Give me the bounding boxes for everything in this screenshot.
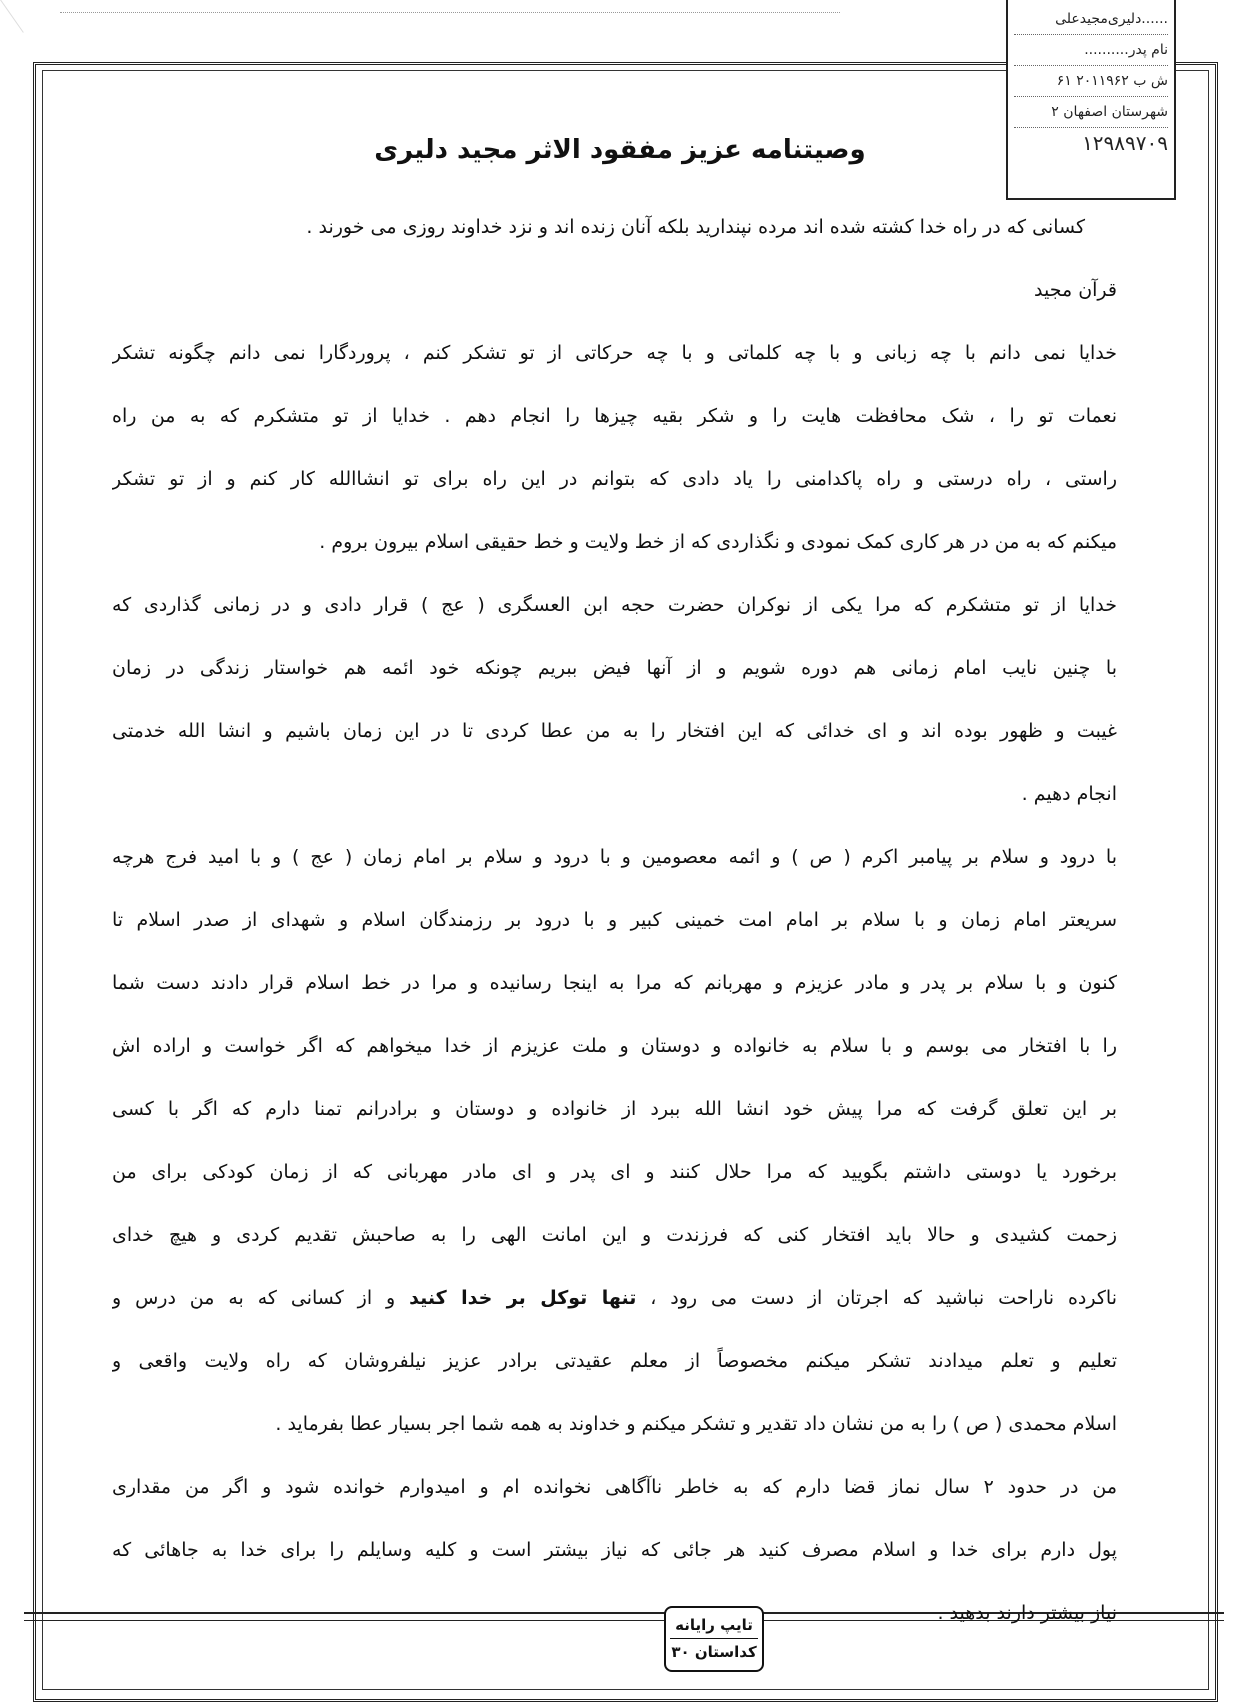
body-line: را با افتخار می بوسم و با سلام به خانواده و دوستان و ملت عزیزم از خدا میخواهم که اگر خواست و اراده اش <box>112 1035 1117 1057</box>
publisher-stamp <box>664 1606 764 1672</box>
tawakkol-after: و از کسانی که به من درس و <box>112 1287 410 1309</box>
body-line: انجام دهیم . <box>1021 783 1117 805</box>
body-line: اسلام محمدی ( ص ) را به من نشان داد تقدیر و تشکر میکنم و خداوند به همه شما اجر بسیار عطا بفرماید . <box>275 1413 1117 1435</box>
quran-verse: کسانی که در راه خدا کشته شده اند مرده نپندارید بلکه آنان زنده اند و نزد خداوند روزی می خورند . <box>306 216 1085 238</box>
body-line: تعلیم و تعلم میدادند تشکر میکنم مخصوصاً از معلم عقیدتی برادر عزیز نیلفروشان که راه ولایت واقعی و <box>112 1350 1117 1372</box>
verse-source: قرآن مجید <box>1034 279 1117 301</box>
stamp-name-line: ......دلیری‌مجید‌‌‌علی <box>1014 4 1168 35</box>
scan-artifact <box>0 0 57 33</box>
body-line: نیاز بیشتر دارند بدهید . <box>937 1602 1117 1624</box>
publisher-stamp-line1: تایپ رایانه <box>675 1616 753 1634</box>
body-line: کنون و با سلام بر پدر و مادر عزیزم و مهربانم که مرا به اینجا رسانیده و مرا در خط اسلام قرار دادند دست شما <box>112 972 1117 994</box>
body-line-tawakkol <box>112 1267 1117 1330</box>
body-line: راستی ، راه درستی و راه پاکدامنی را یاد دادی که بتوانم در این راه برای تو انشاالله کار کنم و از تو تشکر <box>112 468 1117 490</box>
document-title: وصیتنامه عزیز مفقود الاثر مجید دلیری <box>374 135 866 165</box>
stamp-number-line: ۱۲۹۸۹۷۰۹ <box>1082 131 1168 155</box>
body-line: با چنین نایب امام زمانی هم دوره شویم و از آنها فیض ببریم چونکه خود ائمه هم خواستار زندگی در زمان <box>112 657 1117 679</box>
tawakkol-emphasis: تنها توکل بر خدا کنید <box>409 1287 637 1309</box>
registration-stamp <box>1006 0 1176 200</box>
body-line: میکنم که به من در هر کاری کمک نمودی و نگذاردی که از خط ولایت و خط حقیقی اسلام بیرون بروم . <box>319 531 1117 553</box>
stamp-id-line: ش ب ۲۰۱۱۹۶۲ ۶۱ <box>1014 66 1168 97</box>
stamp-city-line: شهرستان اصفهان ۲ <box>1014 97 1168 128</box>
document-body <box>112 196 1117 1645</box>
body-line: با درود و سلام بر پیامبر اکرم ( ص ) و ائمه معصومین و با درود و سلام بر امام زمان ( عج ) و با امید فرج هرچه <box>112 846 1117 868</box>
body-line: غیبت و ظهور بوده اند و ای خدائی که این افتخار را به من عطا کردی تا در این زمان باشیم و انشا الله خدمتی <box>112 720 1117 742</box>
body-line: خدایا نمی دانم با چه زبانی و با چه کلماتی و با چه حرکاتی از تو تشکر کنم ، پروردگارا نمی دانم چگونه تشکر <box>112 342 1117 364</box>
top-dotted-line <box>60 12 840 13</box>
body-line: خدایا از تو متشکرم که مرا یکی از نوکران حضرت حجه ابن العسگری ( عج ) قرار دادی و در زمانی گذاردی که <box>112 594 1117 616</box>
body-line: بر این تعلق گرفت که مرا پیش خود انشا الله ببرد از خانواده و دوستان و برادرانم تمنا دارم که اگر با کسی <box>112 1098 1117 1120</box>
body-line: برخورد یا دوستی داشتم بگویید که مرا حلال کنند و ای پدر و ای مادر مهربانی که از زمان کودکی برای من <box>112 1161 1117 1183</box>
body-line: پول دارم برای خدا و اسلام مصرف کنید هر جائی که نیاز بیشتر است و کلیه وسایلم را برای خدا به جاهائی که <box>112 1539 1117 1561</box>
publisher-stamp-line2: کداستان ۳۰ <box>670 1638 758 1665</box>
body-line: من در حدود ۲ سال نماز قضا دارم که به خاطر ناآگاهی نخوانده ام و امیدوارم خوانده شود و اگر من مقداری <box>112 1476 1117 1498</box>
stamp-father-line: نام پدر.......... <box>1014 35 1168 66</box>
body-line: زحمت کشیدی و حالا باید افتخار کنی که فرزندت و این امانت الهی را به صاحبش تقدیم کردی و هیچ خدای <box>112 1224 1117 1246</box>
body-line: سریعتر امام زمان و با سلام بر امام امت خمینی کبیر و با درود بر رزمندگان اسلام و شهدای از صدر اسلام تا <box>112 909 1117 931</box>
tawakkol-before: ناکرده ناراحت نباشید که اجرتان از دست می رود ، <box>636 1287 1117 1309</box>
body-line: نعمات تو را ، شک محافظت هایت را و شکر بقیه چیزها را انجام دهم . خدایا از تو متشکرم که به من راه <box>112 405 1117 427</box>
